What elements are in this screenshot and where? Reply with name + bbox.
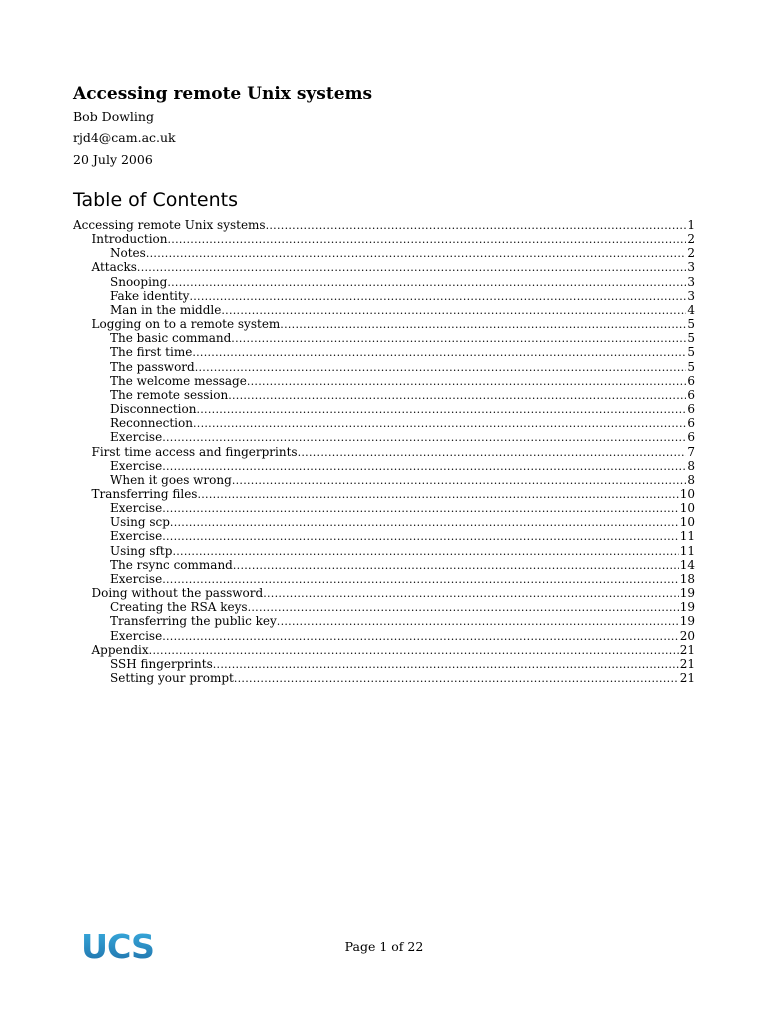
toc-dot-leader: [162, 573, 679, 586]
toc-entry[interactable]: [73, 487, 695, 501]
toc-entry-page: 8: [687, 472, 695, 487]
toc-entry[interactable]: [73, 416, 695, 430]
toc-entry-title: Logging on to a remote system: [91, 317, 281, 332]
document-title: Accessing remote Unix systems: [73, 84, 373, 104]
toc-entry-title: Exercise: [110, 571, 163, 586]
toc-entry[interactable]: [73, 586, 695, 600]
toc-entry-title: Exercise: [110, 501, 163, 516]
toc-dot-leader: [277, 615, 679, 628]
toc-entry-page: 10: [679, 501, 695, 516]
toc-entry[interactable]: [73, 629, 695, 643]
toc-entry-title: Appendix: [91, 642, 149, 657]
toc-entry[interactable]: [73, 515, 695, 529]
toc-entry-page: 3: [687, 274, 695, 289]
toc-dot-leader: [280, 318, 686, 331]
toc-dot-leader: [298, 446, 687, 459]
toc-entry-page: 5: [687, 317, 695, 332]
toc-entry-page: 8: [687, 458, 695, 473]
toc-dot-leader: [221, 304, 686, 317]
toc-dot-leader: [172, 545, 678, 558]
toc-entry-page: 6: [687, 373, 695, 388]
toc-entry-title: Exercise: [110, 529, 163, 544]
toc-entry[interactable]: [73, 544, 695, 558]
toc-entry-page: 6: [687, 402, 695, 417]
toc-dot-leader: [162, 530, 679, 543]
toc-dot-leader: [234, 672, 679, 685]
toc-dot-leader: [213, 658, 679, 671]
svg-text:UCS: UCS: [81, 929, 154, 963]
toc-dot-leader: [197, 488, 678, 501]
toc-entry-page: 21: [679, 656, 695, 671]
toc-entry[interactable]: [73, 317, 695, 331]
toc-entry[interactable]: [73, 345, 695, 359]
table-of-contents: [73, 218, 695, 685]
toc-dot-leader: [196, 403, 686, 416]
toc-dot-leader: [248, 601, 679, 614]
toc-dot-leader: [232, 474, 687, 487]
toc-entry-page: 6: [687, 416, 695, 431]
toc-entry-title: Snooping: [110, 274, 168, 289]
toc-entry-page: 6: [687, 387, 695, 402]
toc-entry-title: The password: [110, 359, 195, 374]
toc-entry[interactable]: [73, 558, 695, 572]
toc-dot-leader: [162, 460, 686, 473]
toc-entry-page: 3: [687, 288, 695, 303]
toc-entry[interactable]: [73, 289, 695, 303]
toc-entry-page: 21: [679, 671, 695, 685]
toc-dot-leader: [137, 261, 686, 274]
toc-entry[interactable]: [73, 614, 695, 628]
toc-entry[interactable]: [73, 600, 695, 614]
author-email: rjd4@cam.ac.uk: [73, 130, 176, 145]
toc-dot-leader: [149, 644, 679, 657]
ucs-logo: [81, 929, 155, 963]
toc-entry-page: 2: [687, 246, 695, 261]
toc-entry-page: 19: [679, 586, 695, 601]
toc-entry-page: 20: [679, 628, 695, 643]
toc-entry-title: Notes: [110, 246, 146, 261]
toc-entry-title: Introduction: [91, 232, 168, 247]
toc-entry-page: 11: [679, 543, 695, 558]
toc-dot-leader: [170, 516, 679, 529]
toc-entry[interactable]: [73, 246, 695, 260]
toc-entry-page: 10: [679, 486, 695, 501]
toc-entry[interactable]: [73, 501, 695, 515]
toc-dot-leader: [192, 346, 686, 359]
toc-entry-page: 1: [687, 218, 695, 232]
toc-entry[interactable]: [73, 643, 695, 657]
toc-entry-title: Fake identity: [110, 288, 190, 303]
toc-entry[interactable]: [73, 671, 695, 685]
toc-entry-page: 14: [679, 557, 695, 572]
toc-entry-title: Doing without the password: [91, 586, 264, 601]
toc-entry-page: 5: [687, 359, 695, 374]
document-date: 20 July 2006: [73, 152, 153, 167]
toc-entry[interactable]: [73, 445, 695, 459]
toc-dot-leader: [247, 375, 687, 388]
toc-entry-page: 18: [679, 571, 695, 586]
toc-entry-page: 7: [687, 444, 695, 459]
toc-entry[interactable]: [73, 657, 695, 671]
toc-entry[interactable]: [73, 260, 695, 274]
toc-entry-page: 19: [679, 614, 695, 629]
toc-dot-leader: [189, 290, 686, 303]
toc-entry-title: Using scp: [110, 515, 170, 530]
toc-entry[interactable]: [73, 572, 695, 586]
toc-entry-title: SSH fingerprints: [110, 656, 213, 671]
toc-entry-page: 6: [687, 430, 695, 445]
toc-dot-leader: [167, 276, 686, 289]
toc-entry[interactable]: [73, 529, 695, 543]
toc-entry-title: Disconnection: [110, 402, 197, 417]
toc-dot-leader: [231, 332, 686, 345]
toc-entry[interactable]: [73, 374, 695, 388]
toc-entry[interactable]: [73, 388, 695, 402]
toc-entry-title: The remote session: [110, 387, 229, 402]
toc-entry[interactable]: [73, 402, 695, 416]
toc-entry-title: First time access and fingerprints: [91, 444, 298, 459]
toc-dot-leader: [162, 502, 679, 515]
toc-entry-title: The basic command: [110, 331, 232, 346]
toc-dot-leader: [146, 247, 687, 260]
toc-entry-title: Using sftp: [110, 543, 173, 558]
toc-entry[interactable]: [73, 473, 695, 487]
toc-entry-page: 21: [679, 642, 695, 657]
toc-entry-page: 19: [679, 600, 695, 615]
toc-entry-title: The rsync command: [110, 557, 233, 572]
toc-entry-title: Exercise: [110, 628, 163, 643]
toc-entry-title: The welcome message: [110, 373, 247, 388]
toc-entry[interactable]: [73, 430, 695, 444]
toc-entry[interactable]: [73, 218, 695, 232]
toc-dot-leader: [266, 219, 687, 232]
toc-dot-leader: [228, 389, 686, 402]
toc-dot-leader: [162, 431, 686, 444]
toc-dot-leader: [263, 587, 679, 600]
toc-entry-title: Transferring files: [91, 486, 198, 501]
toc-dot-leader: [193, 417, 686, 430]
toc-entry-title: Setting your prompt: [110, 671, 234, 685]
toc-entry-title: Exercise: [110, 430, 163, 445]
toc-entry-title: Creating the RSA keys: [110, 600, 248, 615]
toc-entry-page: 2: [687, 232, 695, 247]
toc-entry[interactable]: [73, 232, 695, 246]
toc-entry-page: 5: [687, 345, 695, 360]
toc-entry-page: 4: [687, 302, 695, 317]
toc-entry[interactable]: [73, 303, 695, 317]
toc-entry-page: 10: [679, 515, 695, 530]
toc-entry[interactable]: [73, 331, 695, 345]
toc-entry-title: When it goes wrong: [110, 472, 232, 487]
toc-entry-title: Attacks: [91, 260, 137, 275]
toc-dot-leader: [233, 559, 679, 572]
toc-entry-page: 5: [687, 331, 695, 346]
toc-entry-title: The first time: [110, 345, 193, 360]
toc-entry-title: Reconnection: [110, 416, 193, 431]
toc-entry-title: Transferring the public key: [110, 614, 277, 629]
toc-entry[interactable]: [73, 459, 695, 473]
toc-entry-title: Accessing remote Unix systems: [73, 218, 266, 232]
toc-entry-page: 3: [687, 260, 695, 275]
toc-entry-title: Man in the middle: [110, 302, 222, 317]
author-name: Bob Dowling: [73, 109, 154, 124]
toc-dot-leader: [168, 233, 687, 246]
page-number: Page 1 of 22: [344, 939, 424, 954]
toc-heading: Table of Contents: [73, 189, 238, 211]
toc-dot-leader: [162, 630, 679, 643]
toc-entry-title: Exercise: [110, 458, 163, 473]
toc-dot-leader: [195, 361, 687, 374]
toc-entry[interactable]: [73, 360, 695, 374]
toc-entry[interactable]: [73, 275, 695, 289]
toc-entry-page: 11: [679, 529, 695, 544]
